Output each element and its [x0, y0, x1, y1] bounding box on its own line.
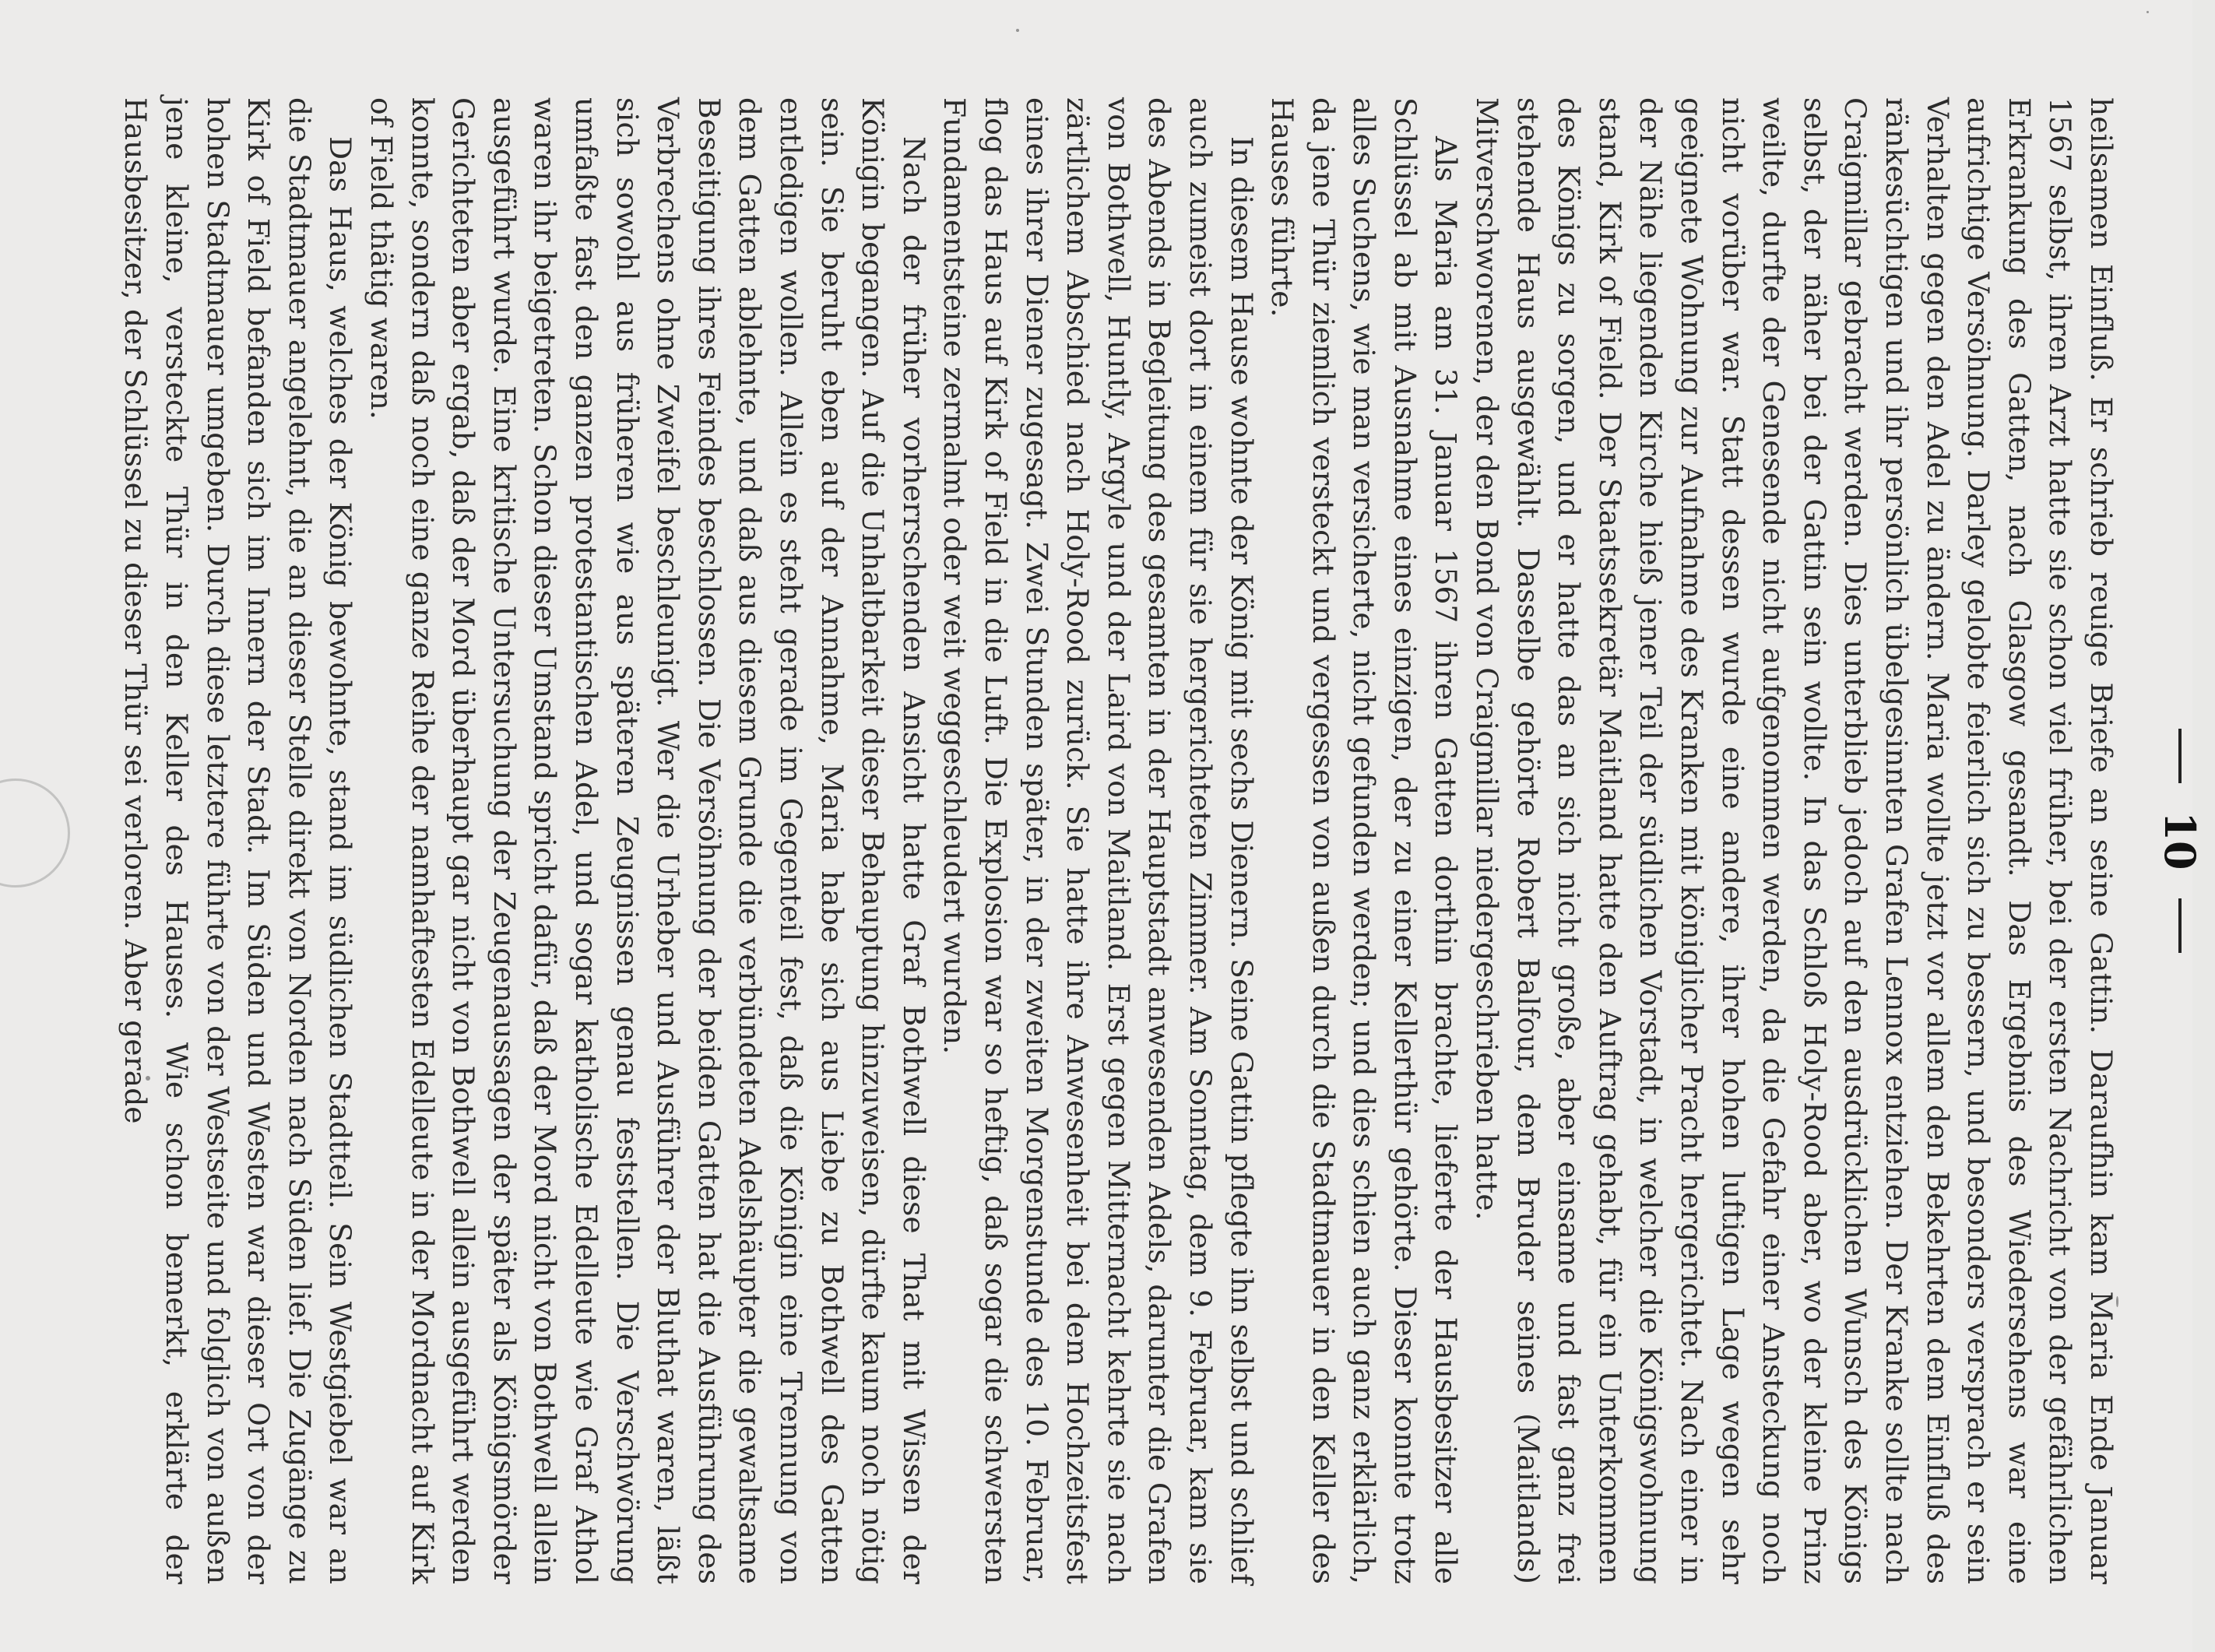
paragraph-1: heilsamen Einfluß. Er schrieb reuige Briefe an seine Gattin. Daraufhin kam Maria Ende Januar 1567 selbst, ihren Arzt hatte sie schon viel früher, bei der ersten Nachricht von der gefährlichen Erkrankung des Gatten, nach Glasgow gesandt. Das Ergebnis des Wiedersehens war eine aufrichtige Versöhnung. Darley gelobte feierlich sich zu bessern, und besonders versprach er sein Verhalten gegen den Adel zu ändern. Maria wollte jetzt vor allem den Bekehrten dem Einfluß des ränkesüchtigen und ihr persönlich übelgesinnten Grafen Lennox entziehen. Der Kranke sollte nach Craigmillar gebracht werden. Dies unterblieb jedoch auf den ausdrücklichen Wunsch des Königs selbst, der näher bei der Gattin sein wollte. In das Schloß Holy-Rood aber, wo der kleine Prinz weilte, durfte der Genesende nicht aufgenommen werden, da die Gefahr einer Ansteckung noch nicht vorüber war. Statt dessen wurde eine andere, ihrer hohen luftigen Lage wegen sehr geeignete Wohnung zur Aufnahme des Kranken mit königlicher Pracht hergerichtet. Nach einer in der Nähe liegenden Kirche hieß jener Teil der südlichen Vorstadt, in welcher die Königswohnung stand, Kirk of Field. Der Staatssekretär Maitland hatte den Auftrag gehabt, für ein Unterkommen des Königs zu sorgen, und er hatte das an sich nicht große, aber einsame und fast ganz frei stehende Haus ausgewählt. Dasselbe gehörte Robert Balfour, dem Bruder seines (Maitlands) Mitverschworenen, der den Bond von Craigmillar niedergeschrieben hatte. — [1470, 97, 2118, 1584]
page-header — [2145, 97, 2215, 1584]
body-text — [115, 97, 2122, 1584]
paragraph-4: Nach der früher vorherrschenden Ansicht hatte Graf Bothwell diese That mit Wissen der Königin begangen. Auf die Unhaltbarkeit dieser Behauptung hinzuweisen, dürfte kaum noch nötig sein. Sie beruht eben auf der Annahme, Maria habe sich aus Liebe zu Bothwell des Gatten entledigen wollen. Allein es steht gerade im Gegenteil fest, daß die Königin eine Trennung von dem Gatten ablehnte, und daß aus diesem Grunde die verbündeten Adelshäupter die gewaltsame Beseitigung ihres Feindes beschlossen. Die Versöhnung der beiden Gatten hat die Ausführung des Verbrechens ohne Zweifel beschleunigt. Wer die Urheber und Ausführer der Bluthat waren, läßt sich sowohl aus früheren wie aus späteren Zeugnissen genau feststellen. Die Verschwörung umfaßte fast den ganzen protestantischen Adel, und sogar katholische Edelleute wie Graf Athol waren ihr beigetreten. Schon dieser Umstand spricht dafür, daß der Mord nicht von Bothwell allein ausgeführt wurde. Eine kritische Untersuchung der Zeugenaussagen der später als Königsmörder Gerichteten aber ergab, daß der Mord überhaupt gar nicht von Bothwell allein ausgeführt werden konnte, sondern daß noch eine ganze Reihe der namhaftesten Edelleute in der Mordnacht auf Kirk of Field thätig waren. — [364, 97, 931, 1584]
header-dash-right — [2178, 898, 2182, 953]
page-number: 10 — [2155, 811, 2205, 870]
dust-speck — [1016, 29, 1019, 32]
dust-speck — [2146, 11, 2149, 13]
rotated-book-page — [118, 97, 2215, 1584]
header-dash-left — [2178, 729, 2182, 783]
library-stamp — [0, 779, 70, 888]
paragraph-5: Das Haus, welches der König bewohnte, stand im südlichen Stadtteil. Sein Westgiebel war an die Stadtmauer angelehnt, die an dieser Stelle direkt von Norden nach Süden lief. Die Zugänge zu Kirk of Field befanden sich im Innern der Stadt. Im Süden und Westen war dieser Ort von der hohen Stadtmauer umgeben. Durch diese letztere führte von der Westseite und folglich von außen jene kleine, versteckte Thür in den Keller des Hauses. Wie schon bemerkt, erklärte der Hausbesitzer, der Schlüssel zu dieser Thür sei verloren. Aber gerade — [118, 97, 358, 1584]
paragraph-2: Als Maria am 31. Januar 1567 ihren Gatten dorthin brachte, lieferte der Hausbesitzer alle Schlüssel ab mit Ausnahme eines einzigen, der zu einer Kellerthür gehörte. Dieser konnte trotz alles Suchens, wie man versicherte, nicht gefunden werden; und dies schien auch ganz erklärlich, da jene Thür ziemlich versteckt und vergessen von außen durch die Stadtmauer in den Keller des Hauses führte. — [1265, 97, 1464, 1584]
paragraph-3: In diesem Hause wohnte der König mit sechs Dienern. Seine Gattin pflegte ihn selbst und schlief auch zumeist dort in einem für sie hergerichteten Zimmer. Am Sonntag, dem 9. Februar, kam sie des Abends in Begleitung des gesamten in der Hauptstadt anwesenden Adels, darunter die Grafen von Bothwell, Huntly, Argyle und der Laird von Maitland. Erst gegen Mitternacht kehrte sie nach zärtlichem Abschied nach Holy-Rood zurück. Sie hatte ihre Anwesenheit bei dem Hochzeitsfest eines ihrer Diener zugesagt. Zwei Stunden später, in der zweiten Morgenstunde des 10. Februar, flog das Haus auf Kirk of Field in die Luft. Die Explosion war so heftig, daß sogar die schwersten Fundamentsteine zermalmt oder weit weggeschleudert wurden. — [937, 97, 1259, 1584]
